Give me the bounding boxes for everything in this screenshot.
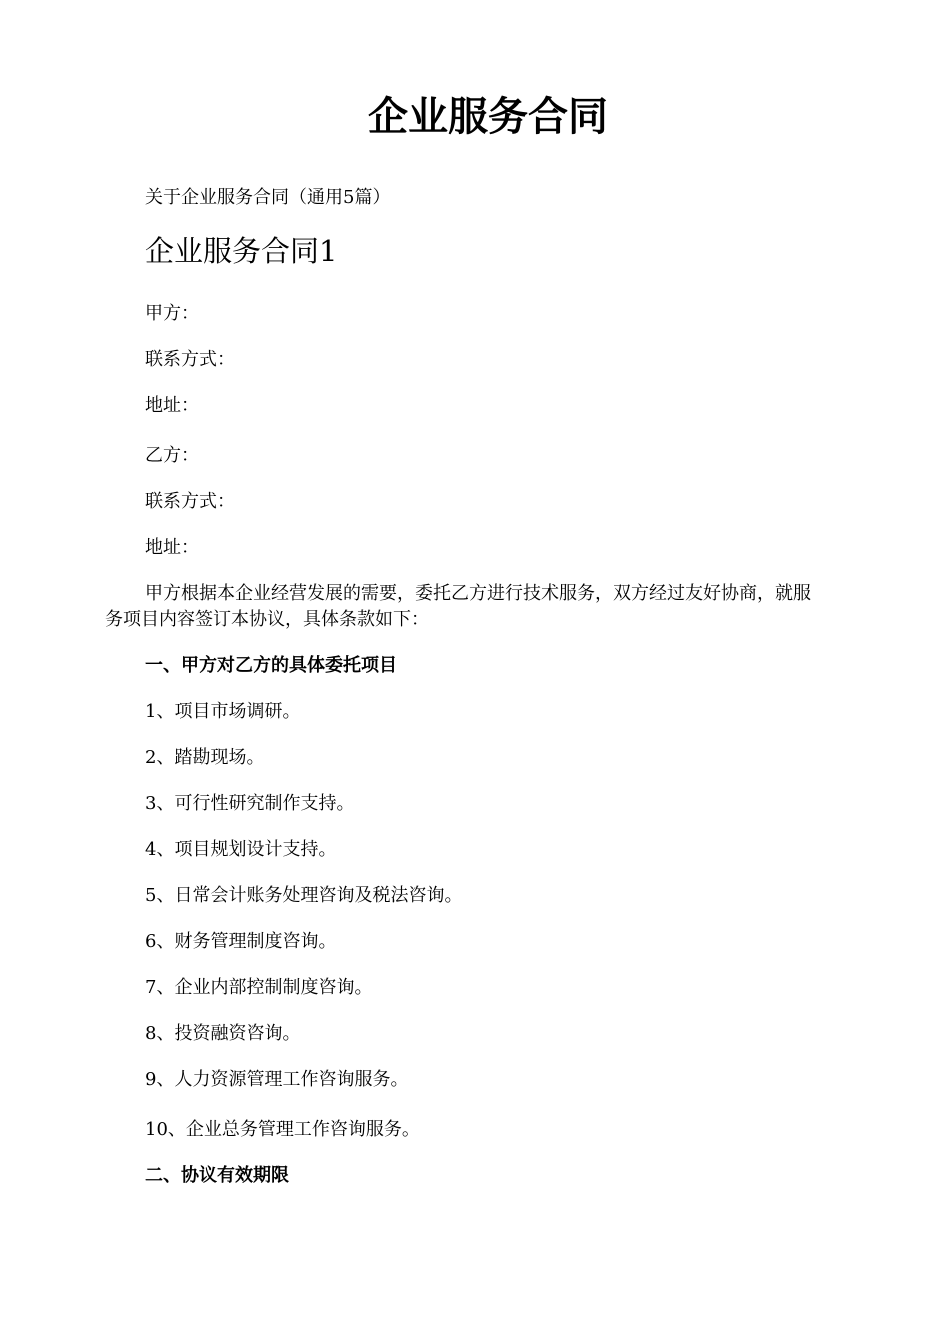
- list-item: 6、财务管理制度咨询。: [145, 931, 337, 952]
- list-item: 8、投资融资咨询。: [145, 1023, 301, 1044]
- section-heading-1: 一、甲方对乙方的具体委托项目: [145, 655, 397, 676]
- intro-paragraph: 甲方根据本企业经营发展的需要，委托乙方进行技术服务，双方经过友好协商，就服务项目内容签订本协议，具体条款如下：: [105, 583, 811, 630]
- list-item: 2、踏勘现场。: [145, 747, 265, 768]
- party-b-contact-label: 联系方式：: [145, 491, 235, 512]
- party-a-address-label: 地址：: [145, 395, 199, 416]
- party-b-label: 乙方：: [145, 445, 199, 466]
- party-a-label: 甲方：: [145, 303, 199, 324]
- party-a-contact-label: 联系方式：: [145, 349, 235, 370]
- list-item: 10、企业总务管理工作咨询服务。: [145, 1119, 420, 1140]
- section-heading-2: 二、协议有效期限: [145, 1165, 289, 1186]
- list-item: 3、可行性研究制作支持。: [145, 793, 355, 814]
- contract-heading: 企业服务合同1: [145, 234, 338, 268]
- list-item: 1、项目市场调研。: [145, 701, 301, 722]
- list-item: 4、项目规划设计支持。: [145, 839, 337, 860]
- list-item: 9、人力资源管理工作咨询服务。: [145, 1069, 409, 1090]
- document-subtitle: 关于企业服务合同（通用5篇）: [145, 187, 391, 208]
- list-item: 5、日常会计账务处理咨询及税法咨询。: [145, 885, 463, 906]
- document-title: 企业服务合同: [368, 94, 608, 140]
- list-item: 7、企业内部控制制度咨询。: [145, 977, 373, 998]
- party-b-address-label: 地址：: [145, 537, 199, 558]
